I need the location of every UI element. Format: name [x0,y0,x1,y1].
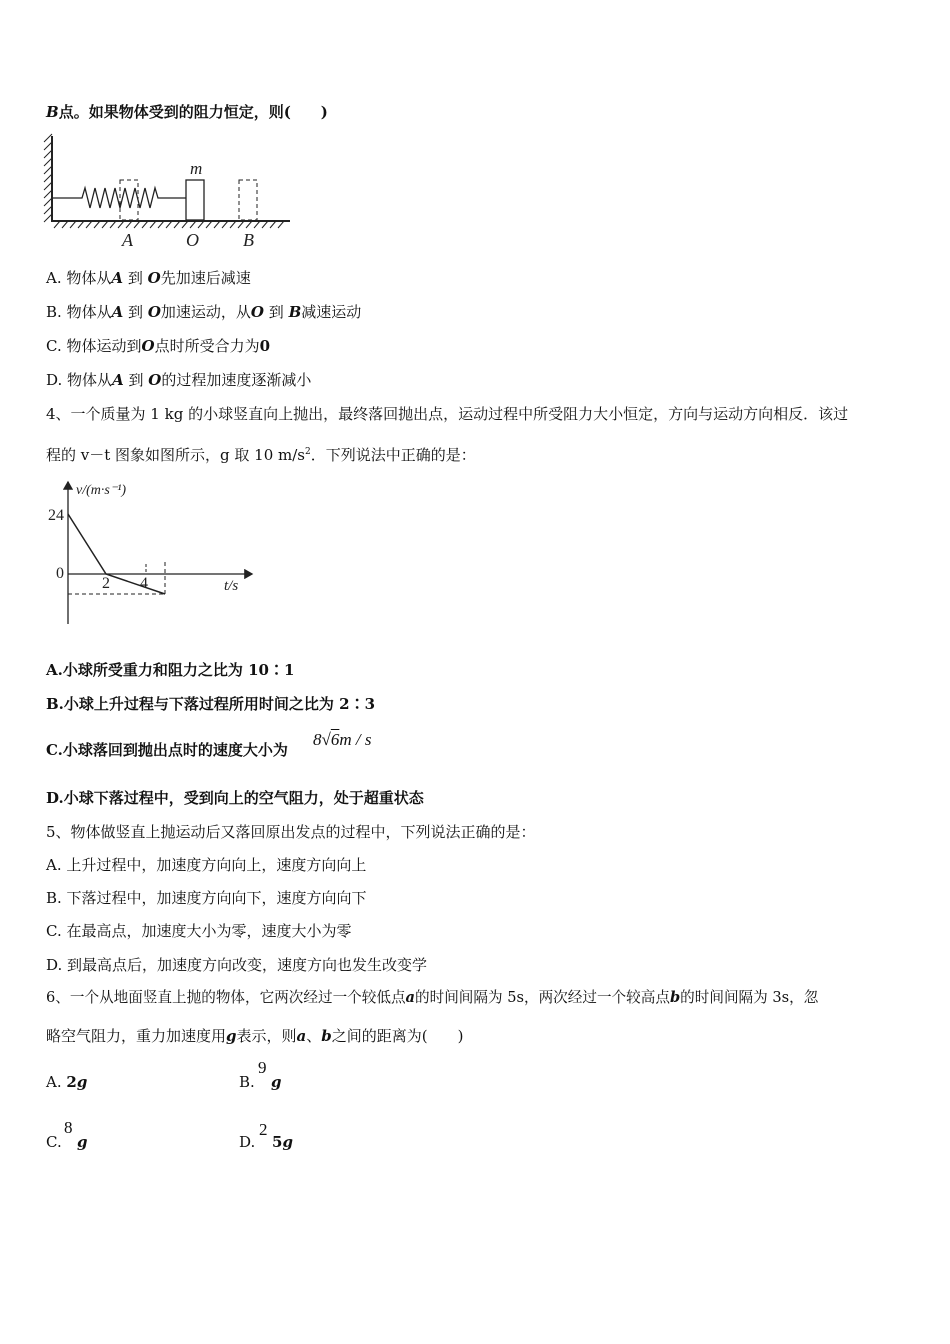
label-b: B [243,230,254,250]
block-position-b [239,180,257,220]
velocity-line [68,514,165,594]
label-a: A [122,230,133,250]
q5-stem: 5、物体做竖直上抛运动后又落回原出发点的过程中，下列说法正确的是： [46,823,536,841]
q6-option-b-num: 9 [258,1058,267,1077]
q6-option-d: D. [239,1133,256,1151]
q4-option-b: B.小球上升过程与下落过程所用时间之比为 2∶3 [46,695,376,713]
wall-hatch [44,134,52,222]
q6-option-b-var: g [271,1073,282,1091]
q4-option-c: C.小球落回到抛出点时的速度大小为 [46,741,288,759]
q5-option-d: D. 到最高点后，加速度方向改变，速度方向也发生改变学 [46,956,428,974]
q3-stem-text: 点。如果物体受到的阻力恒定，则( ) [58,103,328,121]
q3-option-d: D. 物体从A 到 O的过程加速度逐渐减小 [46,371,312,389]
q6-stem-line1: 6、一个从地面竖直上抛的物体，它两次经过一个较低点a的时间间隔为 5s，两次经过一个较高点b的时间间隔为 3s，忽 [46,989,819,1006]
q4-stem-line1: 4、一个质量为 1 kg 的小球竖直向上抛出，最终落回抛出点，运动过程中所受阻力大小恒定，方向与运动方向相反．该过 [46,405,849,423]
y-tick-24: 24 [48,507,64,524]
q3-option-b: B. 物体从A 到 O加速运动，从O 到 B减速运动 [46,303,362,321]
q3-stem-var: B [46,103,59,121]
q3-stem [46,102,328,122]
x-axis-label: t/s [224,578,239,594]
q3-option-a: A. 物体从A 到 O先加速后减速 [46,269,251,287]
q4-option-a: A.小球所受重力和阻力之比为 10∶1 [46,661,295,679]
spring-block-figure [40,128,300,253]
label-o: O [186,230,199,250]
q6-option-d-value: 5g [272,1133,293,1151]
label-m: m [190,159,203,178]
q5-option-a: A. 上升过程中，加速度方向向上，速度方向向上 [46,856,367,874]
q6-option-d-num: 2 [259,1120,268,1139]
q6-option-c: C. [46,1133,62,1151]
q6-option-c-var: g [77,1133,88,1151]
q4-option-d: D.小球下落过程中，受到向上的空气阻力，处于超重状态 [46,789,424,807]
floor-hatch [54,221,284,228]
y-axis-label: v/(m·s⁻¹) [76,483,127,498]
block-m [186,180,204,220]
origin-label: 0 [56,565,64,582]
q4-option-c-math: 8√6m / s [313,730,372,749]
q5-option-b: B. 下落过程中，加速度方向向下，速度方向向下 [46,889,367,907]
q6-stem-line2: 略空气阻力，重力加速度用g表示，则a、b之间的距离为( ) [46,1027,464,1045]
block-position-a [120,180,138,220]
q3-option-c: C. 物体运动到O点时所受合力为0 [46,337,271,355]
x-tick-2: 2 [102,575,110,592]
q6-option-a: A. 2g [46,1073,88,1091]
vt-graph [40,476,260,631]
q4-stem-line2: 程的 v－t 图象如图所示，g 取 10 $m/s^2$．下列说法中正确的是： [46,446,476,464]
x-tick-4: 4 [140,575,148,592]
q6-option-c-num: 8 [64,1118,73,1137]
spring [52,188,186,208]
q5-option-c: C. 在最高点，加速度大小为零，速度大小为零 [46,922,352,940]
q6-option-b: B. [239,1073,255,1091]
